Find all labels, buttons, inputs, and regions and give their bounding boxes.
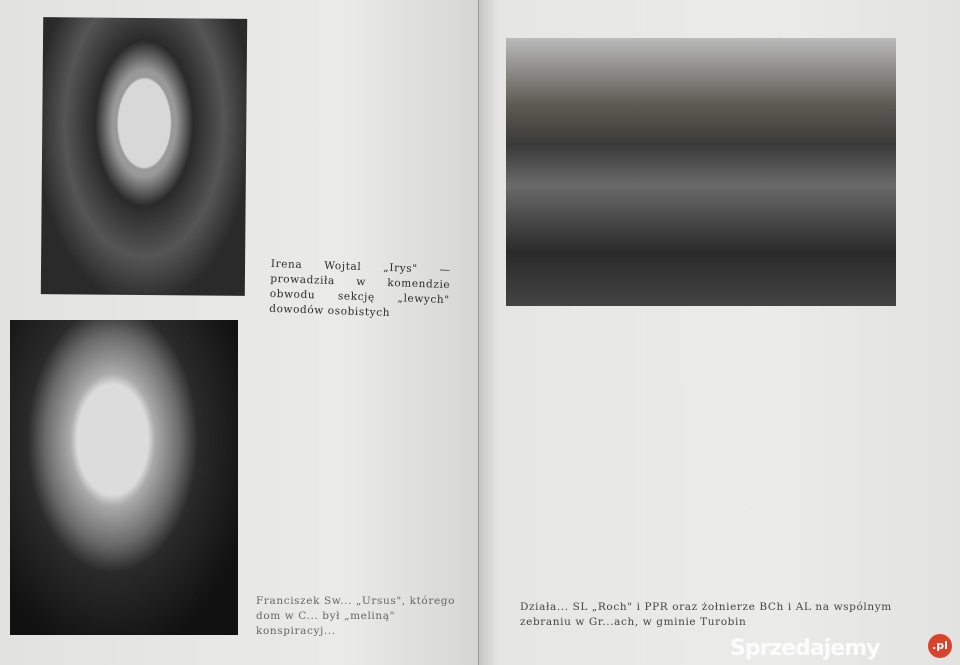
- watermark-badge: .pl: [928, 634, 952, 658]
- group-photo: [506, 38, 896, 306]
- caption-group-meeting: Działa... SL „Roch" i PPR oraz żołnierze BCh i AL na wspólnym zebraniu w Gr...ach, w gminie Turobin: [520, 601, 892, 628]
- portrait-photo-man: [10, 320, 238, 635]
- caption-irena-wojtal: Irena Wojtal „Irys" — prowadziła w komendzie obwodu sekcję „lewych" dowodów osobistych: [269, 257, 451, 320]
- portrait-photo-woman: [41, 17, 247, 296]
- caption-franciszek: Franciszek Sw... „Ursus", którego dom w C... był „meliną" konspiracyj...: [256, 595, 456, 637]
- watermark-logo: Sprzedajemy: [730, 636, 880, 661]
